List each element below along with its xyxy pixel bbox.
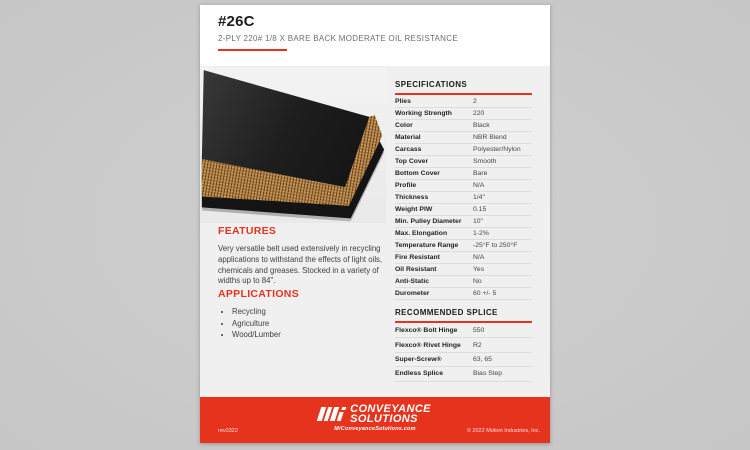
spec-label: Min. Pulley Diameter — [395, 218, 462, 225]
spec-row — [395, 156, 532, 168]
spec-row — [395, 216, 532, 228]
features-text: Very versatile belt used extensively in recycling applications to withstand the effects of light oils, chemicals and greases. Stocked in a variety of widths up to 84". — [218, 244, 383, 286]
accent-underline — [218, 49, 287, 51]
spec-value: 10" — [473, 218, 483, 225]
spec-label: Durometer — [395, 290, 430, 297]
spec-value: Smooth — [473, 158, 497, 165]
splice-value: 63, 65 — [473, 355, 492, 363]
product-number-title: #26C — [218, 13, 255, 30]
spec-label: Color — [395, 122, 413, 129]
splice-label: Super-Screw® — [395, 355, 442, 363]
spec-row — [395, 120, 532, 132]
datasheet-header — [200, 5, 550, 66]
splice-row — [395, 367, 532, 381]
spec-row — [395, 240, 532, 252]
belt-product-photo — [200, 67, 386, 223]
spec-label: Working Strength — [395, 110, 452, 117]
spec-value: 60 +/- 5 — [473, 290, 497, 297]
splice-value: R2 — [473, 341, 482, 349]
spec-row — [395, 132, 532, 144]
splice-label: Endless Splice — [395, 370, 443, 378]
recommended-splice-heading: RECOMMENDED SPLICE — [395, 308, 532, 323]
spec-value: Yes — [473, 266, 485, 273]
spec-row — [395, 180, 532, 192]
spec-row — [395, 96, 532, 108]
spec-row — [395, 264, 532, 276]
spec-label: Bottom Cover — [395, 170, 440, 177]
datasheet-footer — [200, 397, 550, 443]
application-item: • Recycling — [232, 307, 390, 316]
spec-label: Anti-Static — [395, 278, 429, 285]
spec-label: Temperature Range — [395, 242, 459, 249]
spec-label: Carcass — [395, 146, 422, 153]
datasheet-body — [200, 66, 550, 397]
datasheet-page — [200, 5, 550, 443]
logo-line2: SOLUTIONS — [350, 413, 418, 425]
spec-row — [395, 228, 532, 240]
revision-label: rev0322 — [218, 428, 238, 434]
spec-label: Max. Elongation — [395, 230, 448, 237]
spec-value: -25°F to 250°F — [473, 242, 518, 249]
spec-value: N/A — [473, 254, 485, 261]
application-item: • Wood/Lumber — [232, 330, 390, 339]
recommended-splice-table — [395, 324, 532, 382]
spec-label: Material — [395, 134, 421, 141]
specifications-column — [395, 80, 532, 382]
spec-value: Polyester/Nylon — [473, 146, 521, 153]
spec-row — [395, 288, 532, 300]
logo-wordmark — [350, 404, 431, 424]
recommended-splice-section — [395, 308, 532, 382]
spec-label: Top Cover — [395, 158, 429, 165]
spec-value: Black — [473, 122, 490, 129]
spec-value: N/A — [473, 182, 485, 189]
specifications-heading: SPECIFICATIONS — [395, 80, 532, 95]
splice-row — [395, 324, 532, 338]
spec-label: Oil Resistant — [395, 266, 437, 273]
spec-value: 1/4" — [473, 194, 485, 201]
website-url: MiConveyanceSolutions.com — [334, 426, 416, 432]
applications-heading: APPLICATIONS — [218, 288, 299, 300]
spec-value: 2 — [473, 98, 477, 105]
spec-row — [395, 144, 532, 156]
conveyance-solutions-logo — [319, 404, 431, 424]
spec-label: Thickness — [395, 194, 429, 201]
spec-label: Weight PIW — [395, 206, 433, 213]
applications-section — [218, 288, 390, 342]
splice-value: 550 — [473, 327, 485, 335]
spec-row — [395, 204, 532, 216]
spec-label: Plies — [395, 98, 411, 105]
spec-value: 0.15 — [473, 206, 487, 213]
spec-row — [395, 108, 532, 120]
splice-row — [395, 338, 532, 352]
splice-value: Bias Step — [473, 370, 503, 378]
features-heading: FEATURES — [218, 225, 277, 237]
applications-list — [218, 307, 390, 339]
spec-label: Fire Resistant — [395, 254, 440, 261]
spec-value: NBR Blend — [473, 134, 507, 141]
splice-label: Flexco® Bolt Hinge — [395, 327, 458, 335]
spec-value: Bare — [473, 170, 488, 177]
copyright-notice: © 2022 Motion Industries, Inc. — [466, 428, 540, 434]
splice-row — [395, 353, 532, 367]
spec-label: Profile — [395, 182, 417, 189]
spec-value: No — [473, 278, 482, 285]
splice-label: Flexco® Rivet Hinge — [395, 341, 461, 349]
logo-line1: CONVEYANCE — [350, 403, 431, 415]
spec-value: 1-2% — [473, 230, 489, 237]
application-item: • Agriculture — [232, 319, 390, 328]
spec-row — [395, 276, 532, 288]
spec-value: 220 — [473, 110, 485, 117]
product-description-subtitle: 2-PLY 220# 1/8 X BARE BACK MODERATE OIL RESISTANCE — [218, 34, 458, 43]
features-section — [218, 225, 390, 287]
spec-row — [395, 168, 532, 180]
spec-row — [395, 192, 532, 204]
specifications-table — [395, 96, 532, 300]
spec-row — [395, 252, 532, 264]
motion-industries-mi-logo-icon — [317, 407, 349, 421]
